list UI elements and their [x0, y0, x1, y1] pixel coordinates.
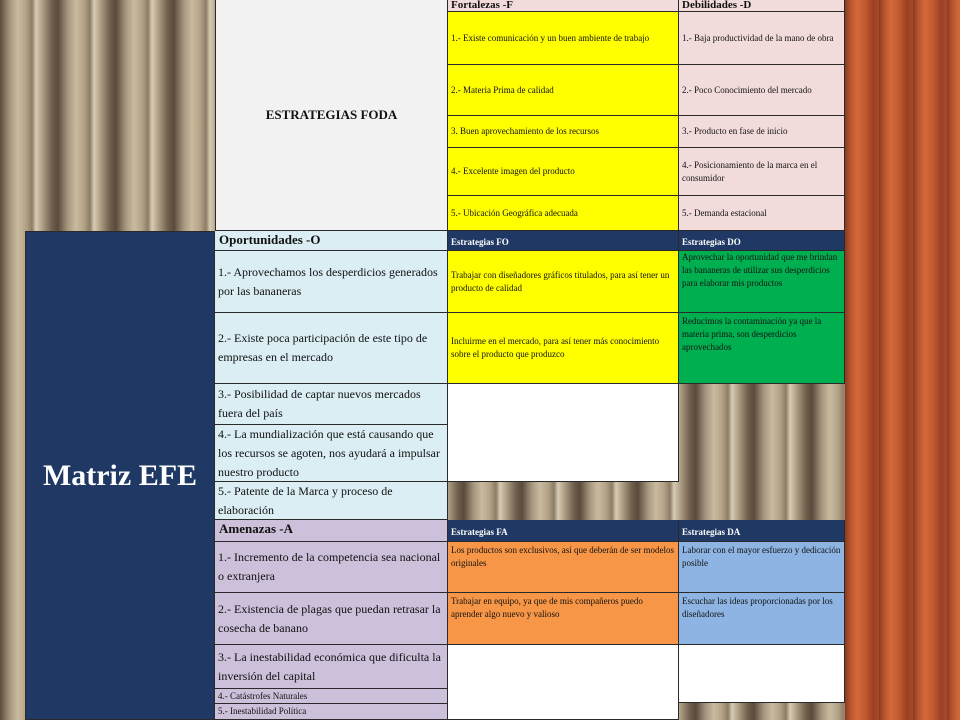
oportunidad-5-text: 5.- Patente de la Marca y proceso de elaboración — [218, 483, 393, 517]
fortalezas-header-label: Fortalezas -F — [451, 0, 513, 11]
oportunidades-header-label: Oportunidades -O — [219, 232, 321, 247]
fo-header — [448, 231, 679, 251]
oportunidad-2 — [215, 313, 448, 384]
fortaleza-5 — [448, 196, 679, 231]
amenazas-header-label: Amenazas -A — [219, 521, 294, 536]
fa-strategy-1-text: Los productos son exclusivos, así que deberán de ser modelos originales — [451, 545, 674, 568]
fa-strategy-2-text: Trabajar en equipo, ya que de mis compañeros puedo aprender algo nuevo y valioso — [451, 596, 643, 619]
fortaleza-3-text: 3. Buen aprovechamiento de los recursos — [451, 126, 599, 136]
debilidad-2 — [679, 65, 845, 116]
amenaza-1 — [215, 542, 448, 593]
fo-strategy-2-text: Incluirme en el mercado, para así tener más conocimiento sobre el producto que produzco — [451, 336, 660, 359]
debilidad-3 — [679, 116, 845, 148]
fo-header-label: Estrategias FO — [451, 237, 509, 247]
da-strategy-1-text: Laborar con el mayor esfuerzo y dedicación posible — [682, 545, 841, 568]
fortaleza-3 — [448, 116, 679, 148]
fortaleza-1-text: 1.- Existe comunicación y un buen ambiente de trabajo — [451, 32, 650, 43]
do-strategy-2-text: Reducimos la contaminación ya que la materia prima, son desperdicios aprovechados — [682, 316, 822, 352]
debilidades-header-label: Debilidades -D — [682, 0, 752, 11]
do-strategy-2 — [679, 313, 845, 384]
debilidad-1 — [679, 12, 845, 65]
fortaleza-5-text: 5.- Ubicación Geográfica adecuada — [451, 207, 578, 218]
amenaza-5 — [215, 704, 448, 720]
amenaza-4 — [215, 689, 448, 704]
fa-empty — [448, 645, 679, 720]
fortalezas-header — [448, 0, 679, 12]
debilidad-3-text: 3.- Producto en fase de inicio — [682, 126, 788, 136]
da-strategy-2 — [679, 593, 845, 645]
oportunidad-1-text: 1.- Aprovechamos los desperdicios generados por las bananeras — [218, 264, 438, 298]
fo-strategy-2 — [448, 313, 679, 384]
foda-title-cell — [215, 0, 448, 231]
fa-strategy-2 — [448, 593, 679, 645]
da-strategy-2-text: Escuchar las ideas proporcionadas por los diseñadores — [682, 596, 833, 619]
amenazas-header — [215, 520, 448, 542]
oportunidad-4-text: 4.- La mundialización que está causando que los recursos se agoten, nos ayudará a impulsar nuestro producto — [218, 426, 440, 479]
fa-header-label: Estrategias FA — [451, 527, 508, 537]
efe-title-cell — [25, 231, 215, 720]
amenaza-3 — [215, 645, 448, 689]
fortaleza-2 — [448, 65, 679, 116]
oportunidad-3 — [215, 384, 448, 425]
debilidad-2-text: 2.- Poco Conocimiento del mercado — [682, 84, 812, 95]
do-strategy-1 — [679, 251, 845, 313]
debilidad-4-text: 4.- Posicionamiento de la marca en el consumidor — [682, 159, 818, 183]
oportunidad-4 — [215, 425, 448, 482]
amenaza-2-text: 2.- Existencia de plagas que puedan retrasar la cosecha de banano — [218, 601, 441, 635]
oportunidad-2-text: 2.- Existe poca participación de este tipo de empresas en el mercado — [218, 331, 428, 364]
debilidad-4 — [679, 148, 845, 196]
fa-header — [448, 520, 679, 542]
fortaleza-1 — [448, 12, 679, 65]
amenaza-5-text: 5.- Inestabilidad Política — [218, 706, 307, 716]
da-header — [679, 520, 845, 542]
fortaleza-4 — [448, 148, 679, 196]
oportunidad-1 — [215, 251, 448, 313]
oportunidad-3-text: 3.- Posibilidad de captar nuevos mercados fuera del país — [218, 387, 421, 420]
do-strategy-1-text: Aprovechar la oportunidad que me brindan las bananeras de utilizar sus desperdicios para elaborar mis productos — [682, 252, 838, 288]
da-strategy-1 — [679, 542, 845, 593]
fo-strategy-1 — [448, 251, 679, 313]
fo-empty — [448, 384, 679, 482]
amenaza-3-text: 3.- La inestabilidad económica que dificulta la inversión del capital — [218, 649, 441, 683]
fa-strategy-1 — [448, 542, 679, 593]
amenaza-2 — [215, 593, 448, 645]
oportunidades-header — [215, 231, 448, 251]
oportunidad-5 — [215, 482, 448, 520]
fortaleza-4-text: 4.- Excelente imagen del producto — [451, 166, 575, 176]
fo-strategy-1-text: Trabajar con diseñadores gráficos titulados, para así tener un producto de calidad — [451, 269, 670, 293]
amenaza-4-text: 4.- Catástrofes Naturales — [218, 691, 308, 701]
da-empty — [679, 645, 845, 703]
background-fabric-right — [845, 0, 960, 720]
amenaza-1-text: 1.- Incremento de la competencia sea nacional o extranjera — [218, 550, 441, 583]
foda-title: ESTRATEGIAS FODA — [265, 107, 398, 122]
do-header — [679, 231, 845, 251]
debilidad-1-text: 1.- Baja productividad de la mano de obra — [682, 32, 834, 43]
efe-title: Matriz EFE — [42, 458, 198, 492]
debilidades-header — [679, 0, 845, 12]
debilidad-5 — [679, 196, 845, 231]
fortaleza-2-text: 2.- Materia Prima de calidad — [451, 84, 554, 95]
do-header-label: Estrategias DO — [682, 237, 741, 247]
da-header-label: Estrategias DA — [682, 527, 741, 537]
debilidad-5-text: 5.- Demanda estacional — [682, 207, 767, 218]
